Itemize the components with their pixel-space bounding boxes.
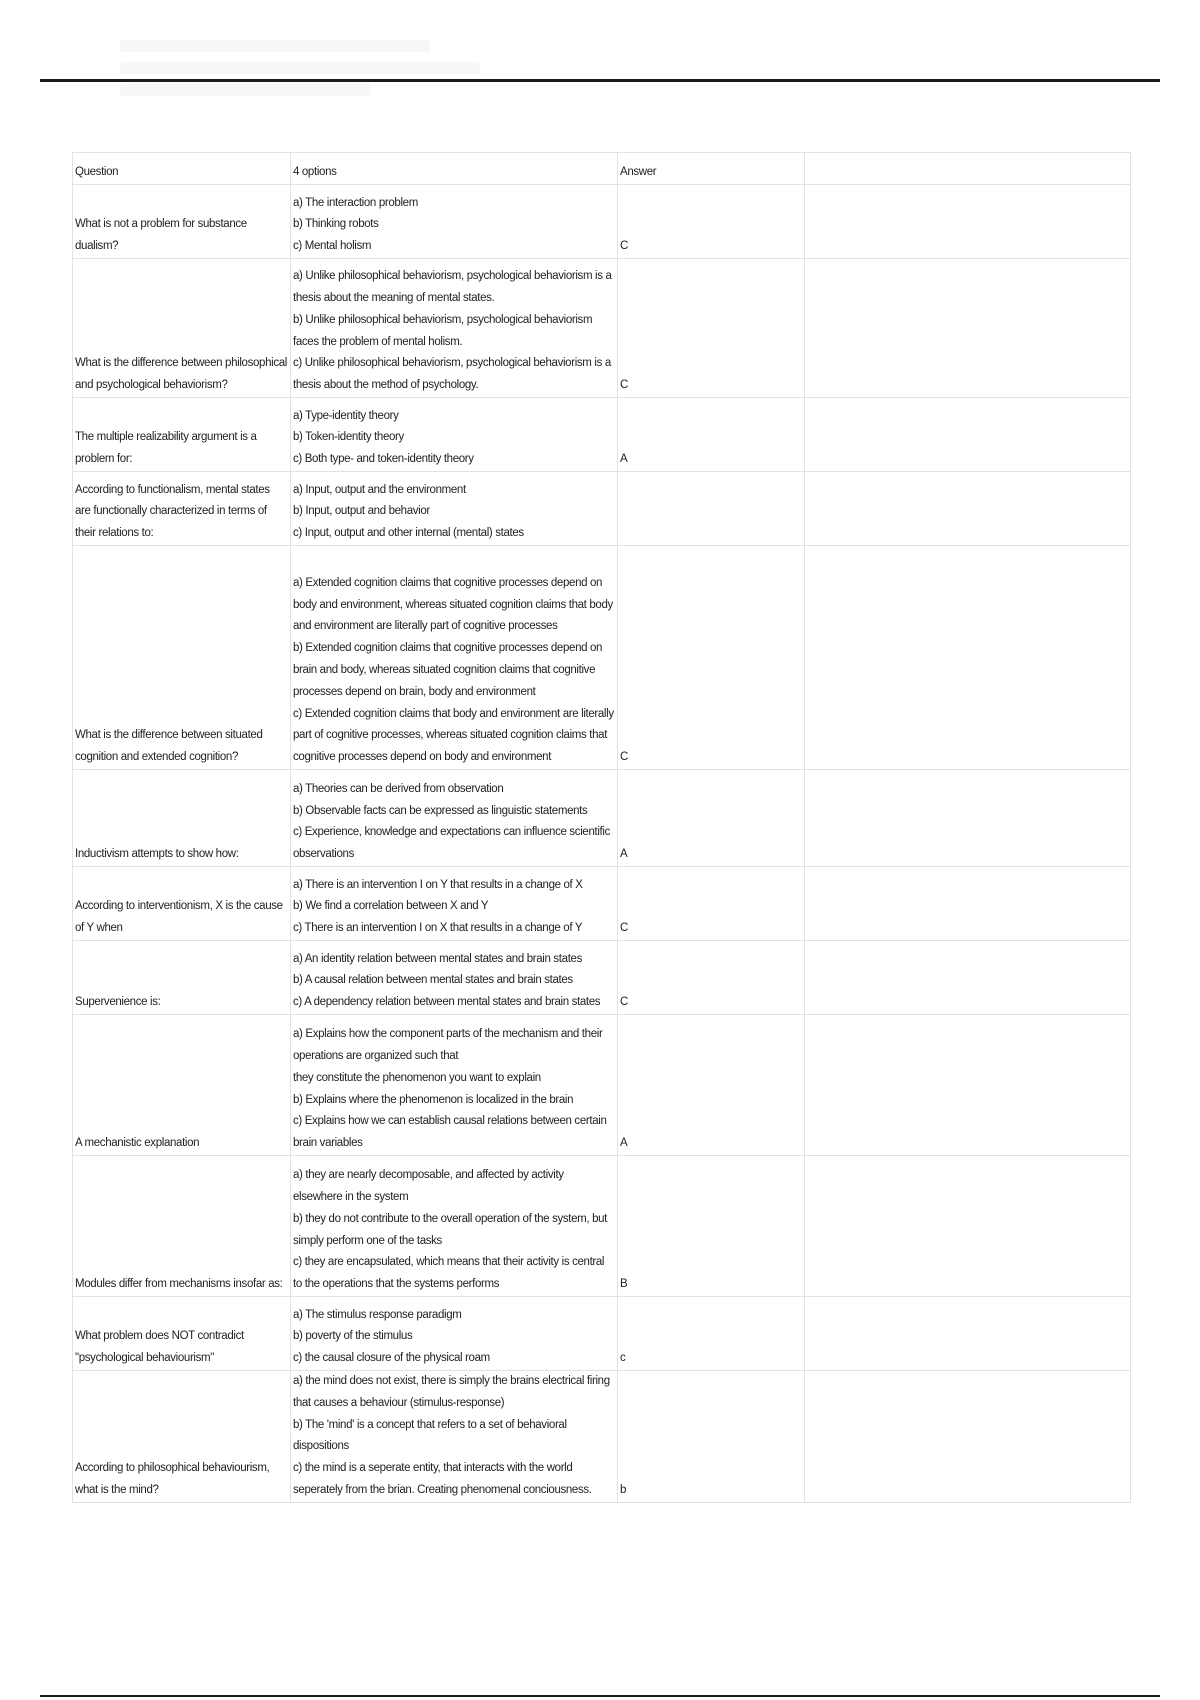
option-line: c) they are encapsulated, which means that their activity is central to the operations that the systems performs bbox=[293, 1256, 605, 1291]
answer-cell bbox=[618, 472, 805, 546]
table-row bbox=[73, 941, 1131, 1015]
quiz-table bbox=[72, 152, 1131, 1503]
option-line: c) Experience, knowledge and expectations can influence scientific observations bbox=[293, 826, 610, 861]
options-cell bbox=[291, 867, 618, 941]
option-line: b) A causal relation between mental states and brain states bbox=[293, 974, 573, 987]
header-rule bbox=[40, 79, 1160, 82]
answer-cell: C bbox=[618, 185, 805, 259]
faded-line bbox=[120, 62, 480, 74]
option-line: a) Unlike philosophical behaviorism, psychological behaviorism is a thesis about the meaning of mental states. bbox=[293, 270, 612, 305]
answer-cell: C bbox=[618, 867, 805, 941]
option-line: a) Input, output and the environment bbox=[293, 483, 466, 496]
faded-line bbox=[120, 40, 430, 52]
options-cell bbox=[291, 1015, 618, 1156]
table-row bbox=[73, 867, 1131, 941]
options-cell bbox=[291, 1297, 618, 1371]
option-line: b) they do not contribute to the overall operation of the system, but simply perform one of the tasks bbox=[293, 1212, 608, 1247]
option-line: c) Both type- and token-identity theory bbox=[293, 453, 474, 466]
question-cell: Inductivism attempts to show how: bbox=[73, 770, 291, 867]
answer-cell: A bbox=[618, 398, 805, 472]
option-line: b) Extended cognition claims that cognitive processes depend on brain and body, whereas situated cognition claims that cognitive processes depend on brain, body and environment bbox=[293, 642, 603, 698]
question-cell: The multiple realizability argument is a problem for: bbox=[73, 398, 291, 472]
options-cell bbox=[291, 185, 618, 259]
question-cell: Modules differ from mechanisms insofar as: bbox=[73, 1156, 291, 1297]
empty-cell bbox=[805, 770, 1131, 867]
empty-cell bbox=[805, 259, 1131, 398]
table-row bbox=[73, 1015, 1131, 1156]
option-line: b) Observable facts can be expressed as linguistic statements bbox=[293, 804, 588, 817]
options-cell bbox=[291, 770, 618, 867]
header-empty bbox=[805, 153, 1131, 185]
option-line: a) Extended cognition claims that cognitive processes depend on body and environment, whereas situated cognition claims that body and environment are literally part of cognitive processes bbox=[293, 576, 613, 633]
answer-cell: C bbox=[618, 259, 805, 398]
option-line: b) The 'mind' is a concept that refers to a set of behavioral dispositions bbox=[293, 1418, 567, 1453]
option-line: a) Explains how the component parts of the mechanism and their operations are organized such that bbox=[293, 1028, 603, 1063]
table-row bbox=[73, 398, 1131, 472]
option-line: b) Input, output and behavior bbox=[293, 505, 430, 518]
empty-cell bbox=[805, 546, 1131, 770]
option-line: c) There is an intervention I on X that results in a change of Y bbox=[293, 922, 583, 935]
option-line: b) Unlike philosophical behaviorism, psychological behaviorism faces the problem of mental holism. bbox=[293, 313, 593, 348]
answer-cell: C bbox=[618, 941, 805, 1015]
empty-cell bbox=[805, 1156, 1131, 1297]
option-line: c) Unlike philosophical behaviorism, psychological behaviorism is a thesis about the method of psychology. bbox=[293, 357, 611, 392]
options-cell bbox=[291, 472, 618, 546]
question-cell: What is not a problem for substance dualism? bbox=[73, 185, 291, 259]
table-row bbox=[73, 472, 1131, 546]
answer-cell: A bbox=[618, 770, 805, 867]
empty-cell bbox=[805, 185, 1131, 259]
option-line: c) the mind is a seperate entity, that interacts with the world seperately from the brian. Creating phenomenal conciousness. bbox=[293, 1462, 592, 1496]
table-row bbox=[73, 1297, 1131, 1371]
answer-cell: C bbox=[618, 546, 805, 770]
header-row bbox=[73, 153, 1131, 185]
empty-cell bbox=[805, 867, 1131, 941]
table-row bbox=[73, 546, 1131, 770]
header-options: 4 options bbox=[291, 153, 618, 185]
option-line: c) the causal closure of the physical roam bbox=[293, 1352, 490, 1365]
faded-line bbox=[120, 84, 370, 96]
table-row bbox=[73, 1371, 1131, 1503]
options-cell bbox=[291, 259, 618, 398]
options-cell bbox=[291, 1371, 618, 1503]
header-question: Question bbox=[73, 153, 291, 185]
table-row bbox=[73, 770, 1131, 867]
question-cell: What is the difference between situated cognition and extended cognition? bbox=[73, 546, 291, 770]
question-cell: According to interventionism, X is the cause of Y when bbox=[73, 867, 291, 941]
option-line: b) Explains where the phenomenon is localized in the brain bbox=[293, 1093, 574, 1106]
option-line: b) Thinking robots bbox=[293, 218, 379, 231]
question-cell: According to philosophical behaviourism, what is the mind? bbox=[73, 1371, 291, 1503]
answer-cell: B bbox=[618, 1156, 805, 1297]
answer-cell: b bbox=[618, 1371, 805, 1503]
option-line: c) Input, output and other internal (mental) states bbox=[293, 527, 524, 540]
option-line: b) Token-identity theory bbox=[293, 431, 404, 444]
option-line: b) We find a correlation between X and Y bbox=[293, 900, 489, 913]
option-line: they constitute the phenomenon you want to explain bbox=[293, 1071, 541, 1084]
option-line: c) Extended cognition claims that body and environment are literally part of cognitive processes, whereas situated cognition claims that cognitive processes depend on body and environment bbox=[293, 707, 614, 764]
question-cell: What is the difference between philosophical and psychological behaviorism? bbox=[73, 259, 291, 398]
table-row bbox=[73, 259, 1131, 398]
table-row bbox=[73, 185, 1131, 259]
footer-rule bbox=[40, 1695, 1160, 1697]
options-cell bbox=[291, 1156, 618, 1297]
header-answer: Answer bbox=[618, 153, 805, 185]
table-row bbox=[73, 1156, 1131, 1297]
option-line: a) There is an intervention I on Y that results in a change of X bbox=[293, 878, 583, 891]
options-cell bbox=[291, 546, 618, 770]
option-line: a) The interaction problem bbox=[293, 196, 418, 209]
question-cell: What problem does NOT contradict "psychological behaviourism" bbox=[73, 1297, 291, 1371]
option-line: b) poverty of the stimulus bbox=[293, 1330, 413, 1343]
answer-cell: c bbox=[618, 1297, 805, 1371]
option-line: a) Type-identity theory bbox=[293, 409, 399, 422]
empty-cell bbox=[805, 1015, 1131, 1156]
option-line: c) Explains how we can establish causal relations between certain brain variables bbox=[293, 1115, 607, 1150]
question-cell: Supervenience is: bbox=[73, 941, 291, 1015]
option-line: a) The stimulus response paradigm bbox=[293, 1308, 462, 1321]
option-line: c) Mental holism bbox=[293, 240, 372, 253]
empty-cell bbox=[805, 472, 1131, 546]
options-cell bbox=[291, 941, 618, 1015]
question-cell: A mechanistic explanation bbox=[73, 1015, 291, 1156]
empty-cell bbox=[805, 1371, 1131, 1503]
answer-cell: A bbox=[618, 1015, 805, 1156]
empty-cell bbox=[805, 941, 1131, 1015]
empty-cell bbox=[805, 1297, 1131, 1371]
empty-cell bbox=[805, 398, 1131, 472]
option-line: c) A dependency relation between mental states and brain states bbox=[293, 996, 601, 1009]
option-line: a) the mind does not exist, there is simply the brains electrical firing that causes a behaviour (stimulus-response) bbox=[293, 1375, 610, 1409]
option-line: a) Theories can be derived from observation bbox=[293, 782, 504, 795]
option-line: a) they are nearly decomposable, and affected by activity elsewhere in the system bbox=[293, 1169, 564, 1204]
question-cell: According to functionalism, mental states are functionally characterized in terms of their relations to: bbox=[73, 472, 291, 546]
options-cell bbox=[291, 398, 618, 472]
option-line: a) An identity relation between mental states and brain states bbox=[293, 952, 582, 965]
